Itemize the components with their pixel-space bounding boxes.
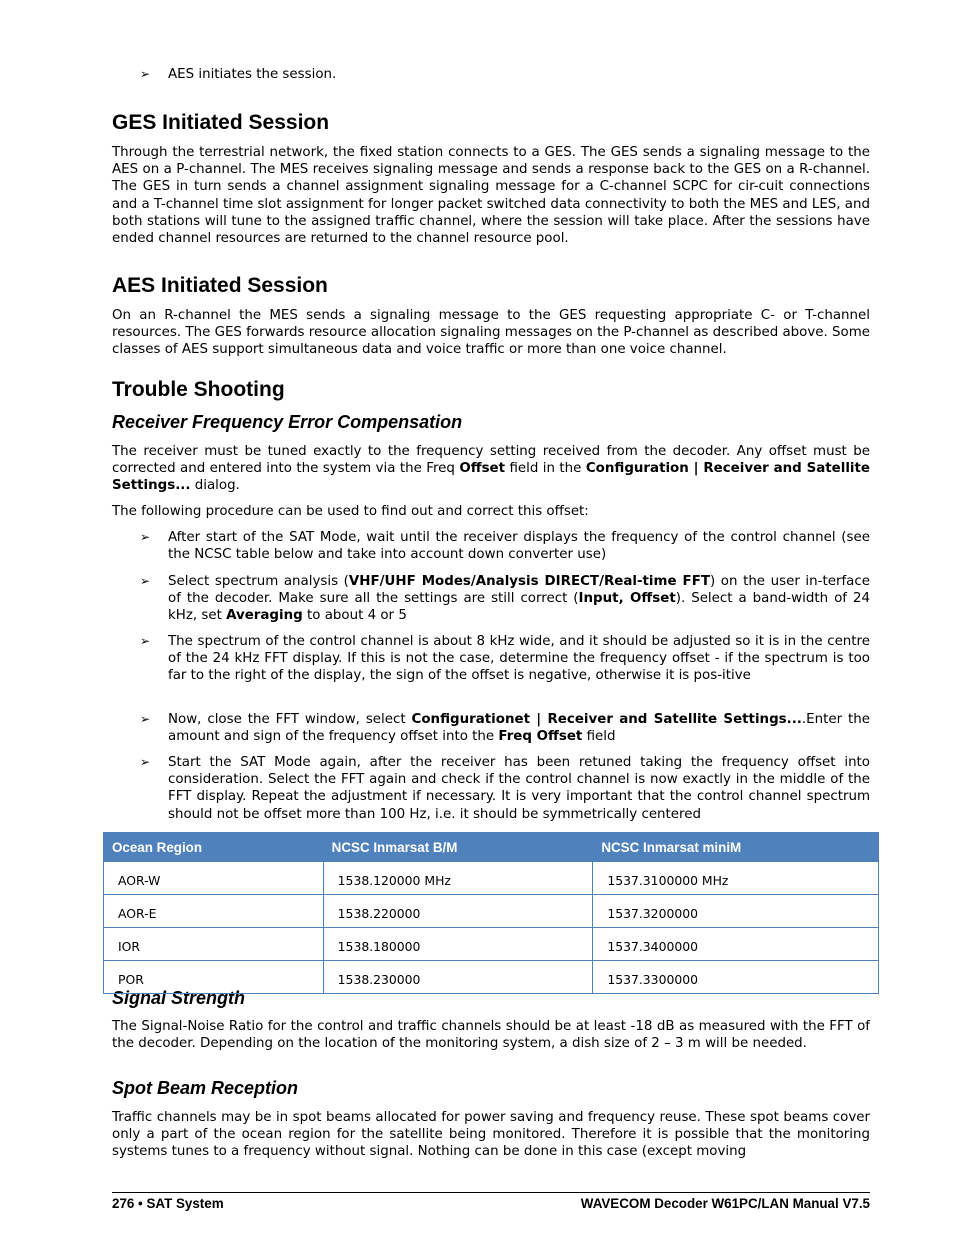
ncsc-table xyxy=(103,832,879,994)
section-heading-aes: AES Initiated Session xyxy=(112,274,328,297)
table-cell: 1538.230000 xyxy=(323,961,593,994)
bullet-arrow-icon: ➢ xyxy=(140,530,151,544)
bullet-arrow-icon: ➢ xyxy=(140,67,151,81)
table-cell: 1537.3300000 xyxy=(593,961,879,994)
table-cell: 1538.220000 xyxy=(323,895,593,928)
table-cell: 1538.120000 MHz xyxy=(323,862,593,895)
bullet-text: AES initiates the session. xyxy=(168,67,337,82)
table-cell: POR xyxy=(104,961,324,994)
bullet-arrow-icon: ➢ xyxy=(140,634,151,648)
bullet-arrow-icon: ➢ xyxy=(140,712,151,726)
signal-paragraph: The Signal-Noise Ratio for the control and traffic channels should be at least -18 dB as measured with the FFT of the decoder. Depending on the location of the monitoring system, a dish size of 2 – 3 m will be needed. xyxy=(112,1019,870,1052)
section-heading-ges: GES Initiated Session xyxy=(112,111,330,134)
section-heading-trouble: Trouble Shooting xyxy=(112,378,285,401)
spot-paragraph: Traffic channels may be in spot beams allocated for power saving and frequency reuse. These spot beams cover only a part of the ocean region for the satellite being monitored. Therefore it is possible that the monitoring systems tunes to a frequency without signal. Nothing can be done in this case (except moving xyxy=(112,1110,870,1160)
table-row xyxy=(104,961,879,994)
subheading-receiver-frequency: Receiver Frequency Error Compensation xyxy=(112,412,463,432)
footer-page-section: 276 • SAT System xyxy=(112,1196,224,1211)
list-item xyxy=(112,754,870,823)
table-cell: 1538.180000 xyxy=(323,928,593,961)
step-4-text: Now, close the FFT window, select Configurationet | Receiver and Satellite Settings....Enter the amount and sign of the frequency offset into the Freq Offset field xyxy=(168,712,870,745)
list-item xyxy=(112,529,870,563)
table-row xyxy=(104,862,879,895)
list-item xyxy=(112,711,870,745)
procedure-intro: The following procedure can be used to find out and correct this offset: xyxy=(112,504,589,519)
ges-paragraph: Through the terrestrial network, the fixed station connects to a GES. The GES sends a signaling message to the AES on a P-channel. The MES receives signaling message and sends a response back to the GES on a R-channel. The GES in turn sends a channel assignment signaling message for a C-channel SCPC for cir-cuit connections and a T-channel time slot assignment for longer packet switched data connectivity to both the MES and LES, and both stations will tune to the assigned traffic channel, where the session will take place. After the sessions have ended channel resources are returned to the channel resource pool. xyxy=(112,145,870,247)
subheading-spot-beam: Spot Beam Reception xyxy=(112,1078,299,1098)
step-2-text: Select spectrum analysis (VHF/UHF Modes/Analysis DIRECT/Real-time FFT) on the user in-terface of the decoder. Make sure all the settings are still correct (Input, Offset). Select a band-width of 24 kHz, set Averaging to about 4 or 5 xyxy=(168,574,870,624)
table-cell: 1537.3100000 MHz xyxy=(593,862,879,895)
table-header-row xyxy=(104,833,879,862)
footer-divider xyxy=(112,1192,870,1193)
subheading-signal-strength: Signal Strength xyxy=(112,988,246,1008)
receiver-intro-paragraph: The receiver must be tuned exactly to the frequency setting received from the decoder. Any offset must be corrected and entered into the system via the Freq Offset field in the Configuration | Receiver and Satellite Settings... dialog. xyxy=(112,444,870,494)
table-cell: AOR-E xyxy=(104,895,324,928)
bullet-arrow-icon: ➢ xyxy=(140,755,151,769)
list-item xyxy=(112,633,870,685)
list-item xyxy=(112,66,870,83)
bullet-arrow-icon: ➢ xyxy=(140,574,151,588)
table-cell: 1537.3200000 xyxy=(593,895,879,928)
list-item xyxy=(112,573,870,625)
step-1-text: After start of the SAT Mode, wait until the receiver displays the frequency of the control channel (see the NCSC table below and take into account down converter use) xyxy=(168,530,870,563)
step-5-text: Start the SAT Mode again, after the receiver has been retuned taking the frequency offset into consideration. Select the FFT again and check if the control channel is now exactly in the middle of the FFT display. Repeat the adjustment if necessary. It is very important that the control channel spectrum should not be offset more than 100 Hz, i.e. it should be symmetrically centered xyxy=(168,755,870,822)
column-header: NCSC Inmarsat miniM xyxy=(593,833,879,862)
footer-manual-title: WAVECOM Decoder W61PC/LAN Manual V7.5 xyxy=(580,1196,870,1211)
table-cell: 1537.3400000 xyxy=(593,928,879,961)
aes-paragraph: On an R-channel the MES sends a signaling message to the GES requesting appropriate C- or T-channel resources. The GES forwards resource allocation signaling messages on the P-channel as described above. Some classes of AES support simultaneous data and voice traffic or more than one voice channel. xyxy=(112,308,871,358)
table-cell: IOR xyxy=(104,928,324,961)
step-3-text: The spectrum of the control channel is about 8 kHz wide, and it should be adjusted so it is in the centre of the 24 kHz FFT display. If this is not the case, determine the frequency offset - if the spectrum is too far to the right of the display, the sign of the offset is negative, otherwise it is pos-itive xyxy=(168,634,870,684)
column-header: NCSC Inmarsat B/M xyxy=(323,833,593,862)
table-row xyxy=(104,895,879,928)
column-header: Ocean Region xyxy=(104,833,324,862)
table-cell: AOR-W xyxy=(104,862,324,895)
table-row xyxy=(104,928,879,961)
